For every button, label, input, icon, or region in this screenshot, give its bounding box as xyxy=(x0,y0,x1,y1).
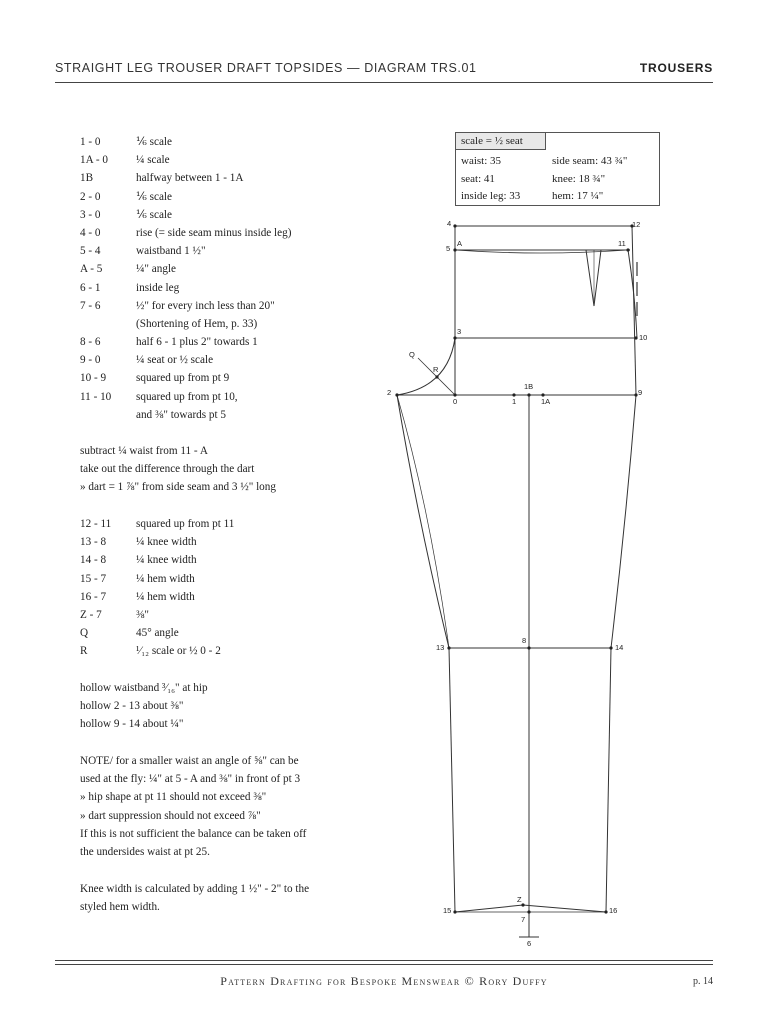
knee-measure: knee: 18 ¾" xyxy=(552,173,606,185)
document-title: STRAIGHT LEG TROUSER DRAFT TOPSIDES — DIAGRAM TRS.01 xyxy=(55,61,477,75)
step-key: 9 - 0 xyxy=(80,354,101,367)
step-value: ¼ seat or ½ scale xyxy=(136,354,214,367)
label-a: A xyxy=(457,239,463,248)
step-key: 6 - 1 xyxy=(80,281,101,294)
step-value: ¼ knee width xyxy=(136,554,197,567)
label-4: 4 xyxy=(447,219,452,228)
page-number: p. 14 xyxy=(693,976,713,987)
step-key: 14 - 8 xyxy=(80,554,107,567)
note-line: If this is not sufficient the balance can be taken off xyxy=(80,827,307,840)
seat-measure: seat: 41 xyxy=(461,173,495,185)
step-key: 16 - 7 xyxy=(80,590,107,603)
step-value: (Shortening of Hem, p. 33) xyxy=(136,317,258,330)
label-7: 7 xyxy=(521,915,526,924)
point-14 xyxy=(609,646,612,649)
point-8 xyxy=(527,646,530,649)
note-line: » dart = 1 ⅞" from side seam and 3 ½" long xyxy=(80,481,276,494)
point-7 xyxy=(527,910,530,913)
step-value: inside leg xyxy=(136,281,180,294)
step-value: ¼ scale xyxy=(136,154,170,167)
step-key: 13 - 8 xyxy=(80,536,107,549)
step-value: halfway between 1 - 1A xyxy=(136,172,244,185)
section-label: TROUSERS xyxy=(639,61,713,75)
step-value: ¼ hem width xyxy=(136,572,195,585)
label-5: 5 xyxy=(446,244,451,253)
step-value: ¼ knee width xyxy=(136,536,197,549)
hem-measure: hem: 17 ¼" xyxy=(552,190,604,202)
note-line: subtract ¼ waist from 11 - A xyxy=(80,445,208,457)
point-z xyxy=(521,903,524,906)
footer-credit: Pattern Drafting for Bespoke Menswear © Rory Duffy xyxy=(220,974,548,988)
step-key: R xyxy=(80,645,88,658)
point-r xyxy=(435,375,438,378)
step-key: 1A - 0 xyxy=(80,154,108,167)
step-value: squared up from pt 11 xyxy=(136,518,235,530)
step-key: Q xyxy=(80,627,89,640)
step-value: ¹⁄₁₂ scale or ½ 0 - 2 xyxy=(136,645,221,658)
note-line: » hip shape at pt 11 should not exceed ⅜" xyxy=(80,791,267,804)
inseam-upper-alt xyxy=(397,395,449,648)
step-key: A - 5 xyxy=(80,263,103,276)
step-value: ¼ hem width xyxy=(136,590,195,603)
note-line: Knee width is calculated by adding 1 ½" - 2" to the xyxy=(80,883,310,895)
step-value: rise (= side seam minus inside leg) xyxy=(136,226,292,239)
point-2 xyxy=(395,393,398,396)
step-value: ⅙ scale xyxy=(136,190,172,203)
label-11: 11 xyxy=(618,239,626,248)
point-10 xyxy=(634,336,637,339)
label-3: 3 xyxy=(457,327,462,336)
footer-rule xyxy=(55,960,713,961)
point-4 xyxy=(453,224,456,227)
note-line: hollow 2 - 13 about ⅜" xyxy=(80,700,184,713)
point-1b xyxy=(527,393,530,396)
note-line: » dart suppression should not exceed ⅞" xyxy=(80,809,261,822)
label-1b: 1B xyxy=(524,382,534,391)
step-value: squared up from pt 10, xyxy=(136,390,238,403)
inseam-lower xyxy=(449,648,455,912)
note-line: hollow 9 - 14 about ¼" xyxy=(80,718,184,731)
step-value: ⅙ scale xyxy=(136,136,172,148)
label-2: 2 xyxy=(387,388,392,397)
point-3 xyxy=(453,336,456,339)
step-value: 45° angle xyxy=(136,627,179,640)
outseam-lower xyxy=(606,648,611,912)
inside-leg-measure: inside leg: 33 xyxy=(461,190,521,202)
label-r: R xyxy=(433,365,439,374)
label-6: 6 xyxy=(527,939,532,948)
note-line: the undersides waist at pt 25. xyxy=(80,846,210,859)
step-key: 5 - 4 xyxy=(80,245,101,258)
step-value: waistband 1 ½" xyxy=(136,245,206,258)
step-value: squared up from pt 9 xyxy=(136,372,230,385)
note-line: styled hem width. xyxy=(80,901,160,914)
outseam-upper xyxy=(611,395,636,648)
scale-heading: scale = ½ seat xyxy=(456,133,546,150)
side-seam-measure: side seam: 43 ¾" xyxy=(552,155,628,167)
note-line: used at the fly: ¼" at 5 - A and ⅜" in front of pt 3 xyxy=(80,773,301,786)
label-10: 10 xyxy=(639,333,648,342)
step-key: 7 - 6 xyxy=(80,299,101,312)
step-key: Z - 7 xyxy=(80,608,102,621)
label-16: 16 xyxy=(609,906,618,915)
point-11 xyxy=(626,248,629,251)
point-5 xyxy=(453,248,456,251)
step-key: 12 - 11 xyxy=(80,518,112,530)
label-1: 1 xyxy=(512,397,517,406)
note-line: take out the difference through the dart xyxy=(80,463,255,476)
label-z: Z xyxy=(517,895,522,904)
label-1a: 1A xyxy=(541,397,551,406)
footer-rule xyxy=(55,964,713,965)
label-q: Q xyxy=(409,350,415,359)
label-14: 14 xyxy=(615,643,624,652)
step-value: half 6 - 1 plus 2" towards 1 xyxy=(136,336,258,349)
step-key: 11 - 10 xyxy=(80,390,112,403)
step-key: 1 - 0 xyxy=(80,136,101,148)
label-0: 0 xyxy=(453,397,458,406)
step-value: ⅙ scale xyxy=(136,208,172,221)
note-line: NOTE/ for a smaller waist an angle of ⅝" can be xyxy=(80,755,299,767)
step-key: 8 - 6 xyxy=(80,336,101,349)
step-key: 15 - 7 xyxy=(80,572,107,585)
point-16 xyxy=(604,910,607,913)
step-key: 10 - 9 xyxy=(80,372,107,385)
step-value: ⅜" xyxy=(136,608,149,621)
step-key: 4 - 0 xyxy=(80,226,101,239)
step-value: and ⅜" towards pt 5 xyxy=(136,408,227,421)
point-13 xyxy=(447,646,450,649)
label-8: 8 xyxy=(522,636,527,645)
waist-dart xyxy=(586,250,601,306)
label-12: 12 xyxy=(632,220,641,229)
step-key: 2 - 0 xyxy=(80,190,101,203)
inseam-upper xyxy=(397,395,449,648)
label-9: 9 xyxy=(638,388,643,397)
step-value: ½" for every inch less than 20" xyxy=(136,299,275,312)
step-key: 3 - 0 xyxy=(80,208,101,221)
waist-measure: waist: 35 xyxy=(461,155,502,167)
note-line: hollow waistband ³⁄₁₆" at hip xyxy=(80,682,208,694)
label-13: 13 xyxy=(436,643,445,652)
step-value: ¼" angle xyxy=(136,263,176,276)
point-15 xyxy=(453,910,456,913)
hem-line xyxy=(455,905,606,912)
label-15: 15 xyxy=(443,906,452,915)
step-key: 1B xyxy=(80,172,94,185)
